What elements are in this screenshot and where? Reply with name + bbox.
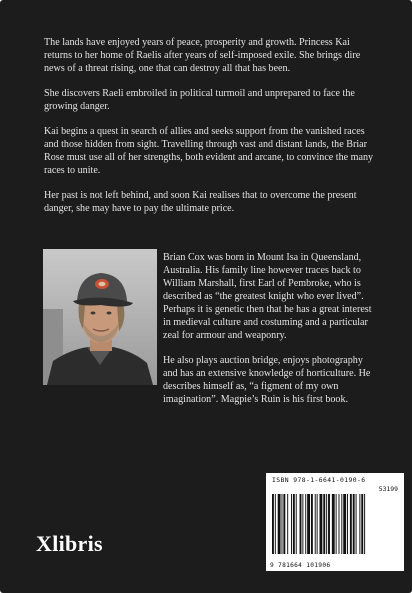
bio-paragraph-1: Brian Cox was born in Mount Isa in Queensland, Australia. His family line however traces back to William Marshall, first Earl of Pembroke, who is described as “the greatest knight who ever lived”. Perhaps it is genetic then that he has a great interest in medieval culture and costuming and a particular zeal for armour and weaponry. [163,252,372,341]
bio-paragraph-2: He also plays auction bridge, enjoys photography and has an extensive knowledge of horticulture. He describes himself as, “a figment of my own imagination”. Magpie’s Ruin is his first book. [163,355,371,405]
price-code: 53199 [378,485,398,493]
blurb-paragraph-2: She discovers Raeli embroiled in political turmoil and unprepared to face the growing danger. [44,88,355,112]
publisher-logo: Xlibris [36,531,103,556]
book-blurb [44,36,376,227]
blurb-paragraph-1: The lands have enjoyed years of peace, prosperity and growth. Princess Kai returns to her home of Raelis after years of self-imposed exile. She brings dire news of a threat rising, one that can destroy all that has been. [44,37,361,74]
ean-digits: 9 781664 101906 [270,562,331,569]
author-bio [163,251,379,418]
isbn-barcode [266,473,404,571]
author-photo [43,249,157,385]
barcode-bars [272,494,398,560]
blurb-paragraph-4: Her past is not left behind, and soon Kai realises that to overcome the present danger, she may have to pay the ultimate price. [44,190,357,214]
blurb-paragraph-3: Kai begins a quest in search of allies and seeks support from the vanished races and those hidden from sight. Travelling through vast and distant lands, the Briar Rose must use all of her strengths, both evident and arcane, to convince the many races to unite. [44,126,374,176]
isbn-label: ISBN 978-1-6641-0190-6 [272,476,366,484]
